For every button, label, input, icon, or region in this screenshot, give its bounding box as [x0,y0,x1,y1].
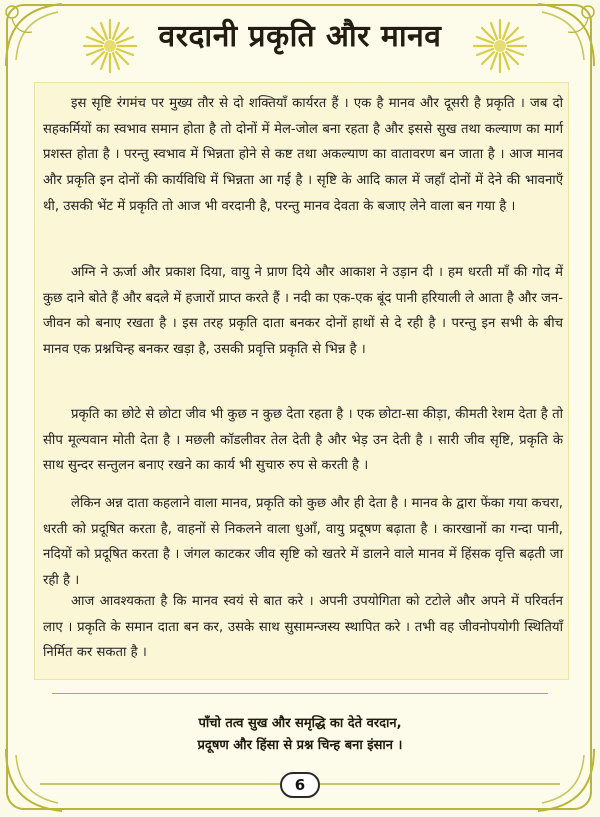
quote-line-2: प्रदूषण और हिंसा से प्रश्न चिन्ह बना इंसान । [197,738,403,753]
paragraph-5: आज आवश्यकता है कि मानव स्वयं से बात करे । अपनी उपयोगिता को टटोले और अपने में परिवर्तन लाए । प्रकृति के समान दाता बन कर, उसके साथ सुसामन्जस्य स्थापित करे । तभी वह जीवनोपयोगी स्थितियाँ निर्मित कर सकता है । [43,594,563,661]
paragraph-1: इस सृष्टि रंगमंच पर मुख्य तौर से दो शक्तियाँ कार्यरत हैं । एक है मानव और दूसरी है प्रकृति । जब दो सहकर्मियों का स्वभाव समान होता है तो दोनों में मेल-जोल बना रहता है और इससे सुख तथा कल्याण का मार्ग प्रशस्त होता है । परन्तु स्वभाव में भिन्नता होने से कष्ट तथा अकल्याण का वातावरण बन जाता है । आज मानव और प्रकृति इन दोनों की कार्यविधि में भिन्नता आ गई है । सृष्टि के आदि काल में जहाँ दोनों में देने की भावनाएँ थी, उसकी भेंट में प्रकृति तो आज भी वरदानी है, परन्तु मानव देवता के बजाए लेने वाला बन गया है । [43,96,563,214]
article-box [34,82,569,680]
page-title: वरदानी प्रकृति और मानव [158,19,442,54]
paragraph-3: प्रकृति का छोटे से छोटा जीव भी कुछ न कुछ देता रहता है । एक छोटा-सा कीड़ा, कीमती रेशम देता है तो सीप मूल्यवान मोती देता है । मछली कॉडलीवर तेल देती है और भेड़ उन देती है । सारी जीव सृष्टि, प्रकृति के साथ सुन्दर सन्तुलन बनाए रखने का कार्य भी सुचारु रुप से करती है । [43,407,563,474]
divider [52,693,548,694]
page-number: 6 [280,772,320,798]
quote-line-1: पाँचो तत्व सुख और समृद्धि का देते वरदान, [198,716,402,731]
paragraph-4: लेकिन अन्न दाता कहलाने वाला मानव, प्रकृति को कुछ और ही देता है । मानव के द्वारा फेंका गया कचरा, धरती को प्रदूषित करता है, वाहनों से निकलने वाला धुआँ, वायु प्रदूषण बढ़ाता है । कारखानों का गन्दा पानी, नदियों को प्रदूषित करता है । जंगल काटकर जीव सृष्टि को खतरे में डालने वाले मानव में हिंसक वृत्ति बढ़ती जा रही है । [43,496,563,589]
paragraph-2: अग्नि ने ऊर्जा और प्रकाश दिया, वायु ने प्राण दिये और आकाश ने उड़ान दी । हम धरती माँ की गोद में कुछ दाने बोते हैं और बदले में हजारों प्राप्त करते हैं । नदी का एक-एक बूंद पानी हरियाली ले आता है और जन-जीवन को बनाए रखता है । इस तरह प्रकृति दाता बनकर दोनों हाथों से दे रही है । परन्तु इन सभी के बीच मानव एक प्रश्नचिन्ह बनकर खड़ा है, उसकी प्रवृत्ति प्रकृति से भिन्न है । [43,265,563,358]
